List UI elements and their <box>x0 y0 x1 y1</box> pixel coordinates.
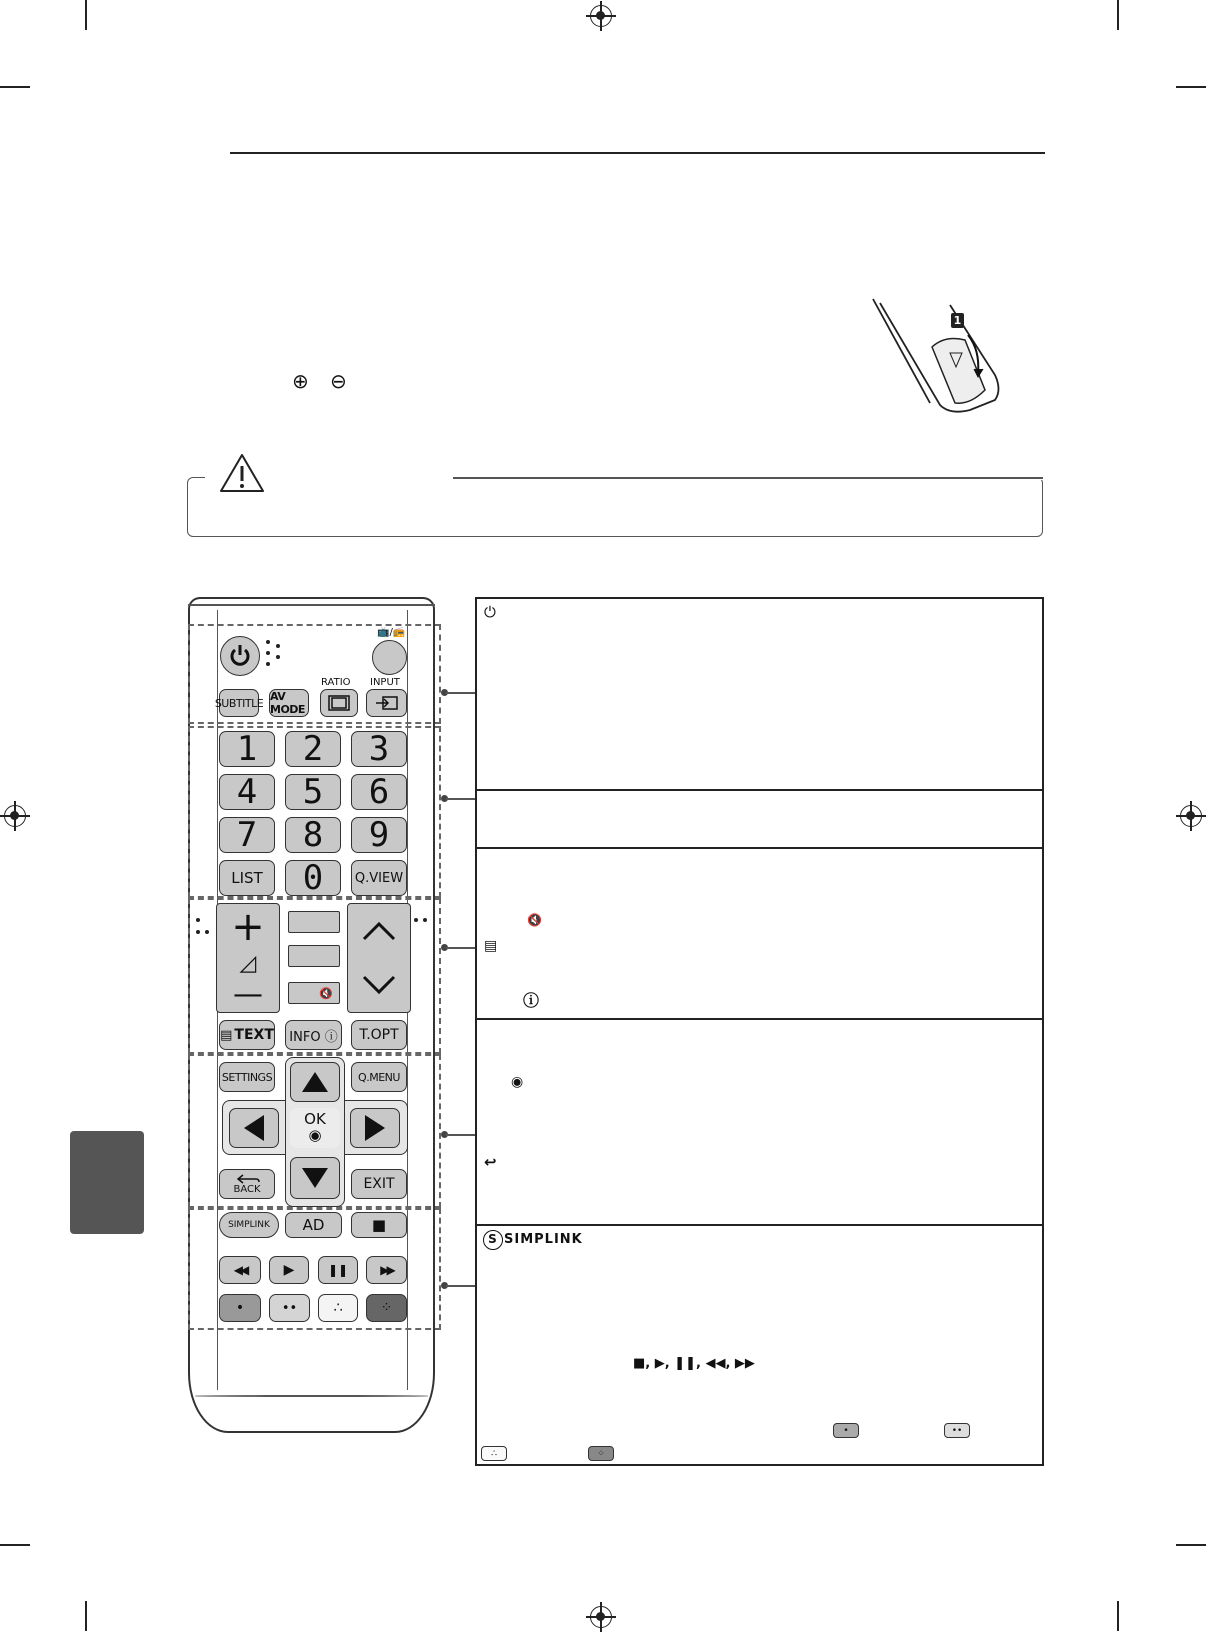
caution-box <box>187 477 1043 537</box>
digit-button-8[interactable]: 8 <box>285 817 341 853</box>
fast-forward-button[interactable]: ▶▶ <box>366 1256 407 1284</box>
ok-icon: ◉ <box>511 1074 524 1090</box>
battery-cover-illustration <box>870 295 1000 415</box>
right-arrow-icon <box>363 1113 387 1143</box>
crop-mark <box>1176 86 1206 88</box>
digit-button-3[interactable]: 3 <box>351 731 407 767</box>
tv-radio-label: 📺/📻 <box>377 627 406 638</box>
header-rule <box>230 152 1045 154</box>
volume-icon: ◿ <box>239 950 257 976</box>
mute-icon: 🔇 <box>527 913 542 927</box>
ratio-icon <box>328 695 350 711</box>
channel-down-icon[interactable] <box>361 974 397 996</box>
ok-icon: ◉ <box>308 1126 322 1144</box>
info-button[interactable]: INFO ⓘ <box>285 1020 342 1050</box>
stop-button[interactable]: ■ <box>351 1212 407 1238</box>
digit-button-9[interactable]: 9 <box>351 817 407 853</box>
digit-button-0[interactable]: 0 <box>285 860 341 896</box>
simplink-button[interactable]: SIMPLINK <box>219 1212 279 1238</box>
crop-mark <box>1117 0 1119 30</box>
left-arrow-button[interactable] <box>229 1108 279 1148</box>
back-arrow-icon <box>234 1174 260 1184</box>
left-arrow-icon <box>242 1113 266 1143</box>
info-icon: ⓘ <box>523 991 540 1010</box>
exit-button[interactable]: EXIT <box>351 1169 407 1199</box>
ok-button[interactable] <box>290 1108 340 1148</box>
warning-triangle-icon <box>218 452 266 494</box>
right-arrow-button[interactable] <box>350 1108 400 1148</box>
up-arrow-icon <box>300 1070 330 1094</box>
panel-section-navigation <box>477 1020 1042 1226</box>
simplink-logo: S SIMPLINK <box>483 1230 583 1250</box>
tv-radio-button[interactable] <box>372 640 407 675</box>
channel-up-icon[interactable] <box>361 920 397 942</box>
crop-mark <box>1176 1544 1206 1546</box>
digit-button-2[interactable]: 2 <box>285 731 341 767</box>
playback-symbols: ■, ▶, ❚❚, ◀◀, ▶▶ <box>633 1356 755 1371</box>
back-icon: ↩ <box>484 1153 497 1171</box>
blue-button-icon: ⁘ <box>588 1446 614 1461</box>
t-opt-button[interactable]: T.OPT <box>351 1020 407 1050</box>
volume-rocker[interactable] <box>216 903 280 1013</box>
panel-section-power <box>477 599 1042 791</box>
crop-mark <box>0 1544 30 1546</box>
crop-mark <box>85 0 87 30</box>
crop-mark <box>1117 1601 1119 1631</box>
up-arrow-button[interactable] <box>290 1062 340 1102</box>
q-menu-button[interactable]: Q.MENU <box>351 1062 407 1092</box>
power-button[interactable] <box>220 636 260 676</box>
blue-button[interactable]: ⁘ <box>366 1294 407 1322</box>
mute-button[interactable] <box>288 982 340 1004</box>
digit-button-5[interactable]: 5 <box>285 774 341 810</box>
down-arrow-icon <box>300 1166 330 1190</box>
green-button[interactable]: •• <box>269 1294 310 1322</box>
yellow-button[interactable]: ∴ <box>318 1294 358 1322</box>
subtitle-button[interactable]: SUBTITLE <box>219 689 259 717</box>
ok-label: OK <box>304 1110 326 1128</box>
battery-minus-symbol: ⊖ <box>330 369 347 393</box>
registration-mark-icon <box>590 1606 612 1628</box>
ad-button[interactable]: AD <box>285 1212 342 1238</box>
registration-mark-icon <box>4 805 26 827</box>
back-button[interactable]: BACK <box>219 1169 275 1199</box>
down-arrow-button[interactable] <box>290 1157 340 1199</box>
digit-button-1[interactable]: 1 <box>219 731 275 767</box>
digit-button-6[interactable]: 6 <box>351 774 407 810</box>
crop-mark <box>0 86 30 88</box>
input-source-icon <box>375 695 399 711</box>
power-icon: ⏻ <box>484 603 496 621</box>
mute-icon: 🔇 <box>319 986 333 1000</box>
play-button[interactable]: ▶ <box>269 1256 309 1284</box>
teletext-icon: ▤ <box>484 938 498 954</box>
green-button-icon: •• <box>944 1423 970 1438</box>
q-view-button[interactable]: Q.VIEW <box>351 860 407 896</box>
panel-section-numbers <box>477 791 1042 849</box>
panel-section-volume <box>477 849 1042 1020</box>
input-button[interactable] <box>366 689 407 717</box>
blank-key-top[interactable] <box>288 911 340 933</box>
registration-mark-icon <box>1180 805 1202 827</box>
av-mode-button[interactable]: AV MODE <box>269 689 309 717</box>
list-button[interactable]: LIST <box>219 860 275 896</box>
chapter-tab <box>70 1131 144 1234</box>
ratio-button[interactable] <box>320 689 358 717</box>
pause-button[interactable]: ❚❚ <box>318 1256 358 1284</box>
volume-down-symbol[interactable]: — <box>233 977 263 1013</box>
yellow-button-icon: ∴ <box>481 1446 507 1461</box>
digit-button-7[interactable]: 7 <box>219 817 275 853</box>
settings-button[interactable]: SETTINGS <box>219 1062 275 1092</box>
volume-up-symbol[interactable]: + <box>231 903 265 950</box>
step-number-badge: 1 <box>951 313 964 328</box>
red-button[interactable]: • <box>219 1294 261 1322</box>
channel-rocker[interactable] <box>347 903 411 1013</box>
blank-key-middle[interactable] <box>288 945 340 967</box>
text-button[interactable]: ▤ TEXT <box>219 1020 275 1050</box>
battery-plus-symbol: ⊕ <box>292 369 309 393</box>
input-label: INPUT <box>370 677 400 688</box>
red-button-icon: • <box>833 1423 859 1438</box>
rewind-button[interactable]: ◀◀ <box>219 1256 261 1284</box>
ratio-label: RATIO <box>321 677 351 688</box>
registration-mark-icon <box>590 5 612 27</box>
button-description-panel <box>475 597 1044 1466</box>
digit-button-4[interactable]: 4 <box>219 774 275 810</box>
power-icon <box>228 644 252 668</box>
crop-mark <box>85 1601 87 1631</box>
teletext-icon: ▤ <box>220 1027 233 1043</box>
